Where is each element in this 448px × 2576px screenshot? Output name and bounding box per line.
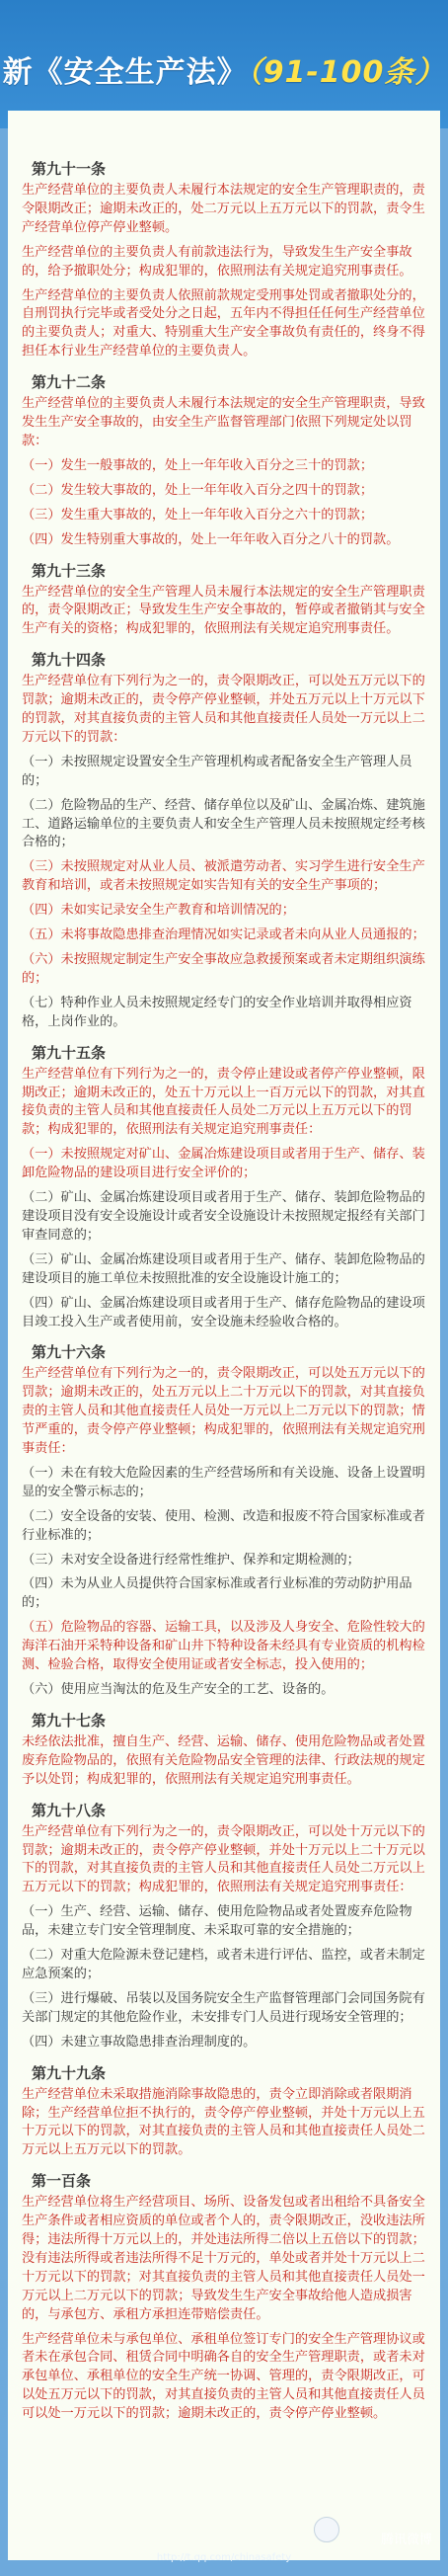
article-paragraph: 生产经营单位的主要负责人依照前款规定受刑事处罚或者撤职处分的，自刑罚执行完毕或者受处分之日起，五年内不得担任任何生产经营单位的主要负责人；对重大、特别重大生产安全事故负有责任的，终身不得担任本行业生产经营单位的主要负责人。: [22, 287, 425, 360]
title-main: 新《安全生产法》: [2, 55, 248, 90]
article-paragraph: （三）矿山、金属冶炼建设项目或者用于生产、储存、装卸危险物品的建设项目的施工单位未按照批准的安全设施设计施工的；: [22, 1251, 425, 1286]
article-heading: 第九十六条: [32, 1343, 107, 1362]
article-paragraph: （二）对重大危险源未登记建档，或者未进行评估、监控，或者未制定应急预案的；: [22, 1948, 425, 1981]
article-paragraph: 生产经营单位的主要负责人有前款违法行为，导致发生生产安全事故的，给予撤职处分；构成犯罪的，依照刑法有关规定追究刑事责任。: [22, 244, 412, 279]
tencent-weibo-logo: 腾讯微博: [380, 2533, 432, 2547]
article-a95: [22, 1042, 426, 1332]
article-paragraph: 生产经营单位有下列行为之一的，责令停止建设或者停产停业整顿，限期改正；逾期未改正的，处五十万元以上一百万元以下的罚款，对其直接负责的主管人员和其他直接责任人员处二万元以上五万元以下的罚款；构成犯罪的，依照刑法有关规定追究刑事责任：: [22, 1066, 425, 1138]
article-paragraph: （三）进行爆破、吊装以及国务院安全生产监督管理部门会同国务院有关部门规定的其他危险作业，未安排专门人员进行现场安全管理的；: [22, 1990, 425, 2025]
article-paragraph: 生产经营单位有下列行为之一的，责令限期改正，可以处五万元以下的罚款；逾期未改正的，责令停产停业整顿，并处五万元以上十万元以下的罚款，对其直接负责的主管人员和其他直接责任人员处一万元以上二万元以下的罚款：: [22, 674, 425, 745]
article-a93: [22, 560, 426, 640]
article-heading: 第九十七条: [32, 1711, 107, 1730]
article-paragraph: （六）使用应当淘汰的危及生产安全的工艺、设备的。: [22, 1682, 335, 1697]
article-heading: 第九十四条: [32, 651, 107, 670]
article-paragraph: （四）未为从业人员提供符合国家标准或者行业标准的劳动防护用品的；: [22, 1576, 412, 1611]
article-paragraph: 生产经营单位的安全生产管理人员未履行本法规定的安全生产管理职责的，责令限期改正；导致发生生产安全事故的，暂停或者撤销其与安全生产有关的资格；构成犯罪的，依照刑法有关规定追究刑事责任。: [22, 584, 425, 637]
title-range: （91-100条）: [247, 55, 446, 90]
article-paragraph: （一）未按照规定设置安全生产管理机构或者配备安全生产管理人员的；: [22, 754, 412, 788]
article-heading: 第九十三条: [32, 561, 107, 580]
article-paragraph: （四）矿山、金属冶炼建设项目或者用于生产、储存危险物品的建设项目竣工投入生产或者使用前，安全设施未经验收合格的。: [22, 1295, 425, 1329]
article-a92: [22, 371, 426, 549]
article-paragraph: （四）发生特别重大事故的，处上一年年收入百分之八十的罚款。: [22, 531, 400, 547]
page-title: [0, 47, 448, 91]
article-a100: [22, 2170, 426, 2424]
article-paragraph: 生产经营单位未与承包单位、承租单位签订专门的安全生产管理协议或者未在承包合同、租赁合同中明确各自的安全生产管理职责，或者未对承包单位、承租单位的安全生产统一协调、管理的，责令限期改正，可以处五万元以下的罚款，对其直接负责的主管人员和其他直接责任人员可以处一万元以下的罚款；逾期未改正的，责令停产停业整顿。: [22, 2331, 425, 2422]
article-a96: [22, 1341, 426, 1700]
article-paragraph: （一）发生一般事故的，处上一年年收入百分之三十的罚款；: [22, 457, 374, 473]
article-heading: 第一百条: [32, 2172, 92, 2191]
article-paragraph: （一）未在有较大危险因素的生产经营场所和有关设施、设备上设置明显的安全警示标志的；: [22, 1465, 425, 1499]
article-heading: 第九十五条: [32, 1043, 107, 1062]
weibo-stamp-icon: [314, 2517, 339, 2542]
article-paragraph: （五）未将事故隐患排查治理情况如实记录或者未向从业人员通报的；: [22, 927, 425, 943]
article-paragraph: 生产经营单位将生产经营项目、场所、设备发包或者出租给不具备安全生产条件或者相应资质的单位或者个人的，责令限期改正，没收违法所得；违法所得十万元以上的，并处违法所得二倍以上五倍以下的罚款；没有违法所得或者违法所得不足十万元的，单处或者并处十万元以上二十万元以下的罚款；对其直接负责的主管人员和其他直接责任人员处一万元以上二万元以下的罚款；导致发生生产安全事故给他人造成损害的，与承包方、承租方承担连带赔偿责任。: [22, 2195, 425, 2322]
article-paragraph: （三）未对安全设备进行经常性维护、保养和定期检测的；: [22, 1552, 360, 1568]
article-paragraph: 生产经营单位的主要负责人未履行本法规定的安全生产管理职责的，责令限期改正；逾期未改正的，处二万元以上五万元以下的罚款，责令生产经营单位停产停业整顿。: [22, 183, 425, 235]
article-heading: 第九十九条: [32, 2063, 107, 2082]
article-paragraph: （三）未按照规定对从业人员、被派遣劳动者、实习学生进行安全生产教育和培训，或者未按照规定如实告知有关的安全生产事项的；: [22, 859, 425, 894]
footer-url: http://t.qq.com/chinasafety: [156, 2552, 292, 2563]
article-heading: 第九十一条: [32, 160, 107, 178]
article-paragraph: （五）危险物品的容器、运输工具，以及涉及人身安全、危险性较大的海洋石油开采特种设备和矿山井下特种设备未经具有专业资质的机构检测、检验合格，取得安全使用证或者安全标志，投入使用的；: [22, 1620, 425, 1673]
header-banner: [0, 0, 448, 128]
article-paragraph: （七）特种作业人员未按照规定经专门的安全作业培训并取得相应资格，上岗作业的。: [22, 995, 412, 1029]
law-text: [22, 148, 426, 2430]
article-a98: [22, 1800, 426, 2053]
article-paragraph: 生产经营单位有下列行为之一的，责令限期改正，可以处五万元以下的罚款；逾期未改正的，处五万元以上二十万元以下的罚款，对其直接负责的主管人员和其他直接责任人员处一万元以上二万元以下的罚款；情节严重的，责令停产停业整顿；构成犯罪的，依照刑法有关规定追究刑事责任：: [22, 1366, 425, 1457]
article-paragraph: （三）发生重大事故的，处上一年年收入百分之六十的罚款；: [22, 507, 374, 523]
article-a94: [22, 649, 426, 1031]
article-paragraph: 未经依法批准，擅自生产、经营、运输、储存、使用危险物品或者处置废弃危险物品的，依照有关危险物品安全管理的法律、行政法规的规定予以处罚；构成犯罪的，依照刑法有关规定追究刑事责任。: [22, 1733, 425, 1787]
article-paragraph: 生产经营单位有下列行为之一的，责令限期改正，可以处十万元以下的罚款；逾期未改正的，责令停产停业整顿，并处十万元以上二十万元以下的罚款，对其直接负责的主管人员和其他直接责任人员处二万元以上五万元以下的罚款；构成犯罪的，依照刑法有关规定追究刑事责任：: [22, 1823, 425, 1895]
article-paragraph: 生产经营单位未采取措施消除事故隐患的，责令立即消除或者限期消除；生产经营单位拒不执行的，责令停产停业整顿，并处十万元以上五十万元以下的罚款，对其直接负责的主管人员和其他直接责任人员处二万元以上五万元以下的罚款。: [22, 2086, 425, 2158]
article-a99: [22, 2062, 426, 2161]
article-heading: 第九十八条: [32, 1801, 107, 1819]
article-paragraph: （一）生产、经营、运输、储存、使用危险物品或者处置废弃危险物品，未建立专门安全管理制度、未采取可靠的安全措施的；: [22, 1904, 412, 1939]
article-paragraph: （二）矿山、金属冶炼建设项目或者用于生产、储存、装卸危险物品的建设项目没有安全设施设计或者安全设施设计未按照规定报经有关部门审查同意的；: [22, 1190, 425, 1243]
article-paragraph: （四）未建立事故隐患排查治理制度的。: [22, 2034, 257, 2050]
article-paragraph: （二）安全设备的安装、使用、检测、改造和报废不符合国家标准或者行业标准的；: [22, 1508, 425, 1543]
article-paragraph: （一）未按照规定对矿山、金属冶炼建设项目或者用于生产、储存、装卸危险物品的建设项目进行安全评价的；: [22, 1147, 425, 1181]
article-heading: 第九十二条: [32, 373, 107, 392]
article-paragraph: （二）发生较大事故的，处上一年年收入百分之四十的罚款；: [22, 482, 374, 498]
article-a97: [22, 1710, 426, 1790]
article-paragraph: （二）危险物品的生产、经营、储存单位以及矿山、金属冶炼、建筑施工、道路运输单位的主要负责人和安全生产管理人员未按照规定经考核合格的；: [22, 797, 425, 850]
article-paragraph: （六）未按照规定制定生产安全事故应急救援预案或者未定期组织演练的；: [22, 952, 425, 986]
article-paragraph: 生产经营单位的主要负责人未履行本法规定的安全生产管理职责，导致发生生产安全事故的，由安全生产监督管理部门依照下列规定处以罚款：: [22, 396, 425, 448]
article-a91: [22, 158, 426, 362]
article-paragraph: （四）未如实记录安全生产教育和培训情况的；: [22, 903, 295, 919]
